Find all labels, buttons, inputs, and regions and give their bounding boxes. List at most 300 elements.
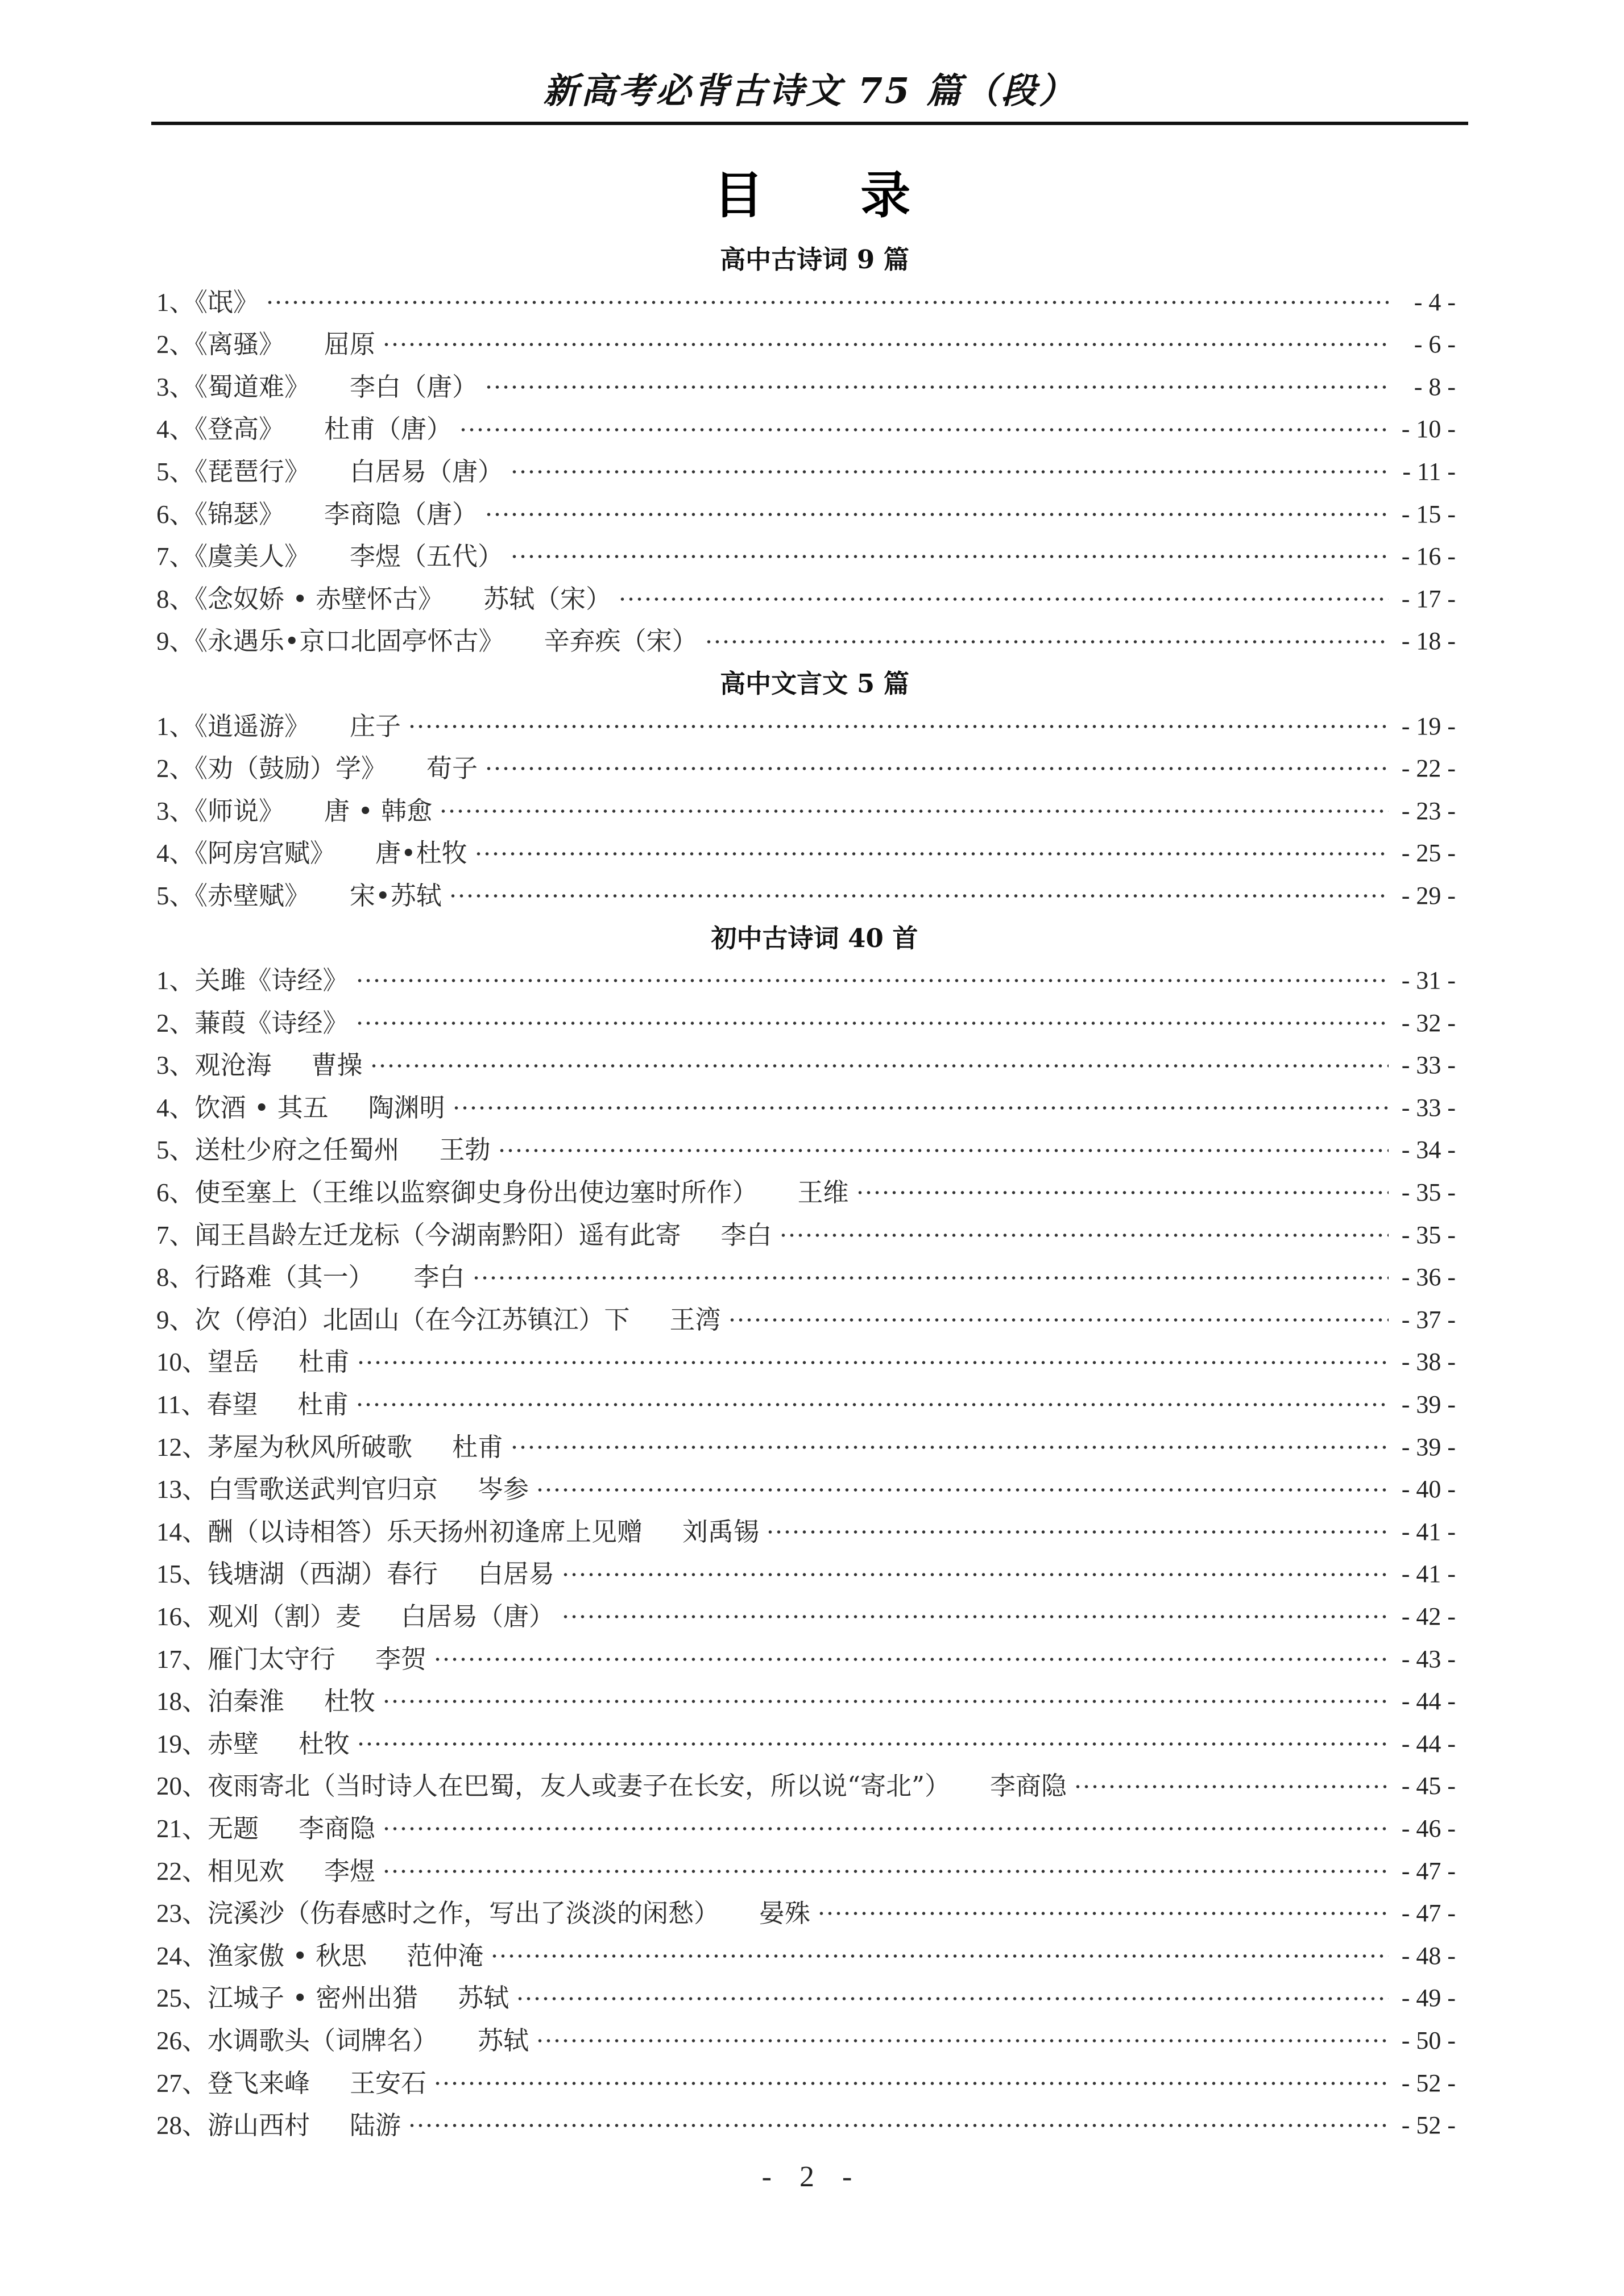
toc-entry-text: [156, 535, 508, 578]
toc-entry-title: 游山西村: [208, 2110, 310, 2141]
toc-entry-title: 春望: [206, 1389, 258, 1420]
toc-entry-text: [156, 1468, 533, 1511]
dot-leader: [536, 1488, 1389, 1492]
toc-entry-title: 闻王昌龄左迁龙标（今湖南黔阳）遥有此寄: [194, 1219, 681, 1250]
section-heading: 高中古诗词 9 篇: [720, 244, 909, 275]
toc-entry[interactable]: [156, 1511, 1456, 1554]
dot-leader: [490, 1954, 1389, 1958]
toc-entry-page: - 44 -: [1401, 1729, 1456, 1758]
dot-leader: [266, 300, 1389, 305]
toc-entry-page: - 38 -: [1401, 1348, 1456, 1376]
dot-leader: [382, 342, 1389, 347]
toc-entry-title: 《劝（鼓励）学》: [194, 753, 387, 784]
toc-entry-number: 1、: [156, 288, 195, 317]
toc-entry-text: [156, 748, 482, 790]
toc-entry-author: 李白: [413, 1262, 465, 1293]
toc-entry[interactable]: [156, 875, 1456, 917]
toc-entry-author: 屈原: [324, 329, 376, 360]
toc-entry-page: - 4 -: [1414, 288, 1456, 316]
toc-entry-text: [156, 1384, 353, 1426]
toc-entry-number: 8、: [156, 1263, 195, 1292]
toc-entry-text: [156, 1426, 508, 1469]
toc-entry-title: 蒹葭《诗经》: [194, 1007, 349, 1038]
toc-entry-text: [156, 323, 380, 366]
dot-leader: [382, 1826, 1389, 1831]
toc-entry-author: 曹操: [311, 1050, 363, 1081]
dot-leader: [449, 894, 1389, 898]
dot-leader: [510, 1445, 1389, 1450]
toc-entry-author: 唐 • 韩愈: [324, 795, 433, 826]
page-number: - 2 -: [761, 2161, 863, 2193]
toc-entry-text: [156, 705, 405, 748]
toc-entry-page: - 37 -: [1401, 1305, 1456, 1334]
toc-entry-page: - 47 -: [1401, 1857, 1456, 1885]
toc-entry[interactable]: [156, 790, 1456, 833]
toc-entry-number: 2、: [156, 330, 195, 359]
toc-entry[interactable]: [156, 748, 1456, 790]
toc-entry[interactable]: [156, 1892, 1456, 1935]
toc-entry-page: - 18 -: [1401, 627, 1456, 655]
toc-entry-title: 送杜少府之任蜀州: [194, 1135, 400, 1165]
toc-entry[interactable]: [156, 620, 1456, 663]
running-header: [151, 64, 1468, 123]
toc-entry[interactable]: [156, 1002, 1456, 1045]
toc-entry-title: 雁门太守行: [208, 1643, 336, 1674]
dot-leader: [370, 1064, 1389, 1068]
toc-entry-page: - 41 -: [1401, 1517, 1456, 1546]
toc-entry-page: - 8 -: [1414, 372, 1456, 401]
toc-entry-number: 21、: [156, 1814, 208, 1843]
toc-entry-page: - 52 -: [1401, 2069, 1456, 2097]
dot-leader: [474, 852, 1389, 856]
toc-entry-author: 刘禹锡: [682, 1516, 760, 1547]
toc-entry-author: 荀子: [426, 753, 478, 784]
toc-entry-text: [156, 1935, 488, 1978]
toc-entry-number: 5、: [156, 457, 195, 486]
toc-entry-author: 杜甫: [452, 1431, 504, 1462]
toc-entry-number: 6、: [156, 500, 195, 529]
dot-leader: [705, 640, 1389, 644]
toc-entry[interactable]: [156, 1977, 1456, 2020]
toc-entry-page: - 34 -: [1401, 1136, 1456, 1164]
toc-entry[interactable]: [156, 1426, 1456, 1469]
table-of-contents: [156, 239, 1456, 2147]
dot-leader: [728, 1318, 1389, 1322]
toc-entry-page: - 47 -: [1401, 1899, 1456, 1928]
toc-entry-page: - 39 -: [1401, 1433, 1456, 1461]
toc-entry-author: 白居易（唐）: [401, 1601, 555, 1631]
toc-entry-text: [156, 790, 437, 833]
toc-entry[interactable]: [156, 2020, 1456, 2062]
toc-entry-page: - 35 -: [1401, 1178, 1456, 1207]
toc-entry-text: [156, 1680, 380, 1723]
dot-leader: [459, 427, 1389, 432]
toc-entry-text: [156, 1002, 353, 1045]
toc-entry-author: 李白（唐）: [350, 371, 478, 402]
toc-entry-text: [156, 1977, 513, 2020]
toc-entry-text: [156, 451, 508, 493]
toc-entry-title: 登飞来峰: [208, 2067, 310, 2098]
toc-entry-author: 苏轼: [478, 2025, 529, 2056]
toc-entry-text: [156, 1765, 1071, 1808]
toc-entry-number: 11、: [156, 1390, 207, 1419]
toc-entry-page: - 50 -: [1401, 2026, 1456, 2054]
toc-entry-author: 李煜: [324, 1855, 376, 1886]
toc-entry[interactable]: [156, 323, 1456, 366]
toc-entry-author: 杜牧: [324, 1686, 376, 1717]
toc-entry[interactable]: [156, 1850, 1456, 1893]
toc-entry-page: - 33 -: [1401, 1051, 1456, 1080]
toc-entry-number: 3、: [156, 1051, 195, 1080]
toc-entry-author: 晏殊: [759, 1898, 811, 1929]
toc-entry-author: 陶渊明: [368, 1092, 445, 1123]
toc-entry-number: 3、: [156, 796, 195, 825]
toc-entry-text: [156, 1511, 764, 1554]
header-rule: [151, 122, 1468, 125]
toc-entry-page: - 43 -: [1401, 1645, 1456, 1673]
toc-entry-title: 江城子 • 密州出猎: [208, 1983, 419, 2013]
toc-entry-page: - 52 -: [1401, 2111, 1456, 2140]
toc-entry-number: 27、: [156, 2069, 208, 2098]
toc-entry-title: 望岳: [208, 1347, 259, 1377]
toc-entry-number: 4、: [156, 1093, 195, 1122]
toc-entry-author: 杜牧: [299, 1728, 350, 1759]
dot-leader: [355, 978, 1389, 983]
toc-entry[interactable]: [156, 1553, 1456, 1596]
toc-entry-number: 18、: [156, 1687, 208, 1716]
toc-entry-text: [156, 620, 702, 663]
toc-entry-author: 辛弃疾（宋）: [544, 626, 698, 657]
toc-entry-page: - 33 -: [1401, 1093, 1456, 1122]
toc-entry-author: 宋•苏轼: [350, 880, 442, 911]
dot-leader: [536, 2038, 1389, 2043]
toc-entry[interactable]: [156, 408, 1456, 451]
toc-entry-number: 7、: [156, 542, 195, 571]
dot-leader: [510, 554, 1389, 559]
toc-entry-number: 2、: [156, 754, 195, 783]
toc-entry-title: 《师说》: [194, 795, 285, 826]
toc-entry-page: - 6 -: [1414, 330, 1456, 359]
toc-entry-text: [156, 1638, 431, 1681]
dot-leader: [516, 1996, 1389, 2001]
dot-leader: [618, 597, 1389, 601]
toc-entry-page: - 44 -: [1401, 1687, 1456, 1716]
toc-entry-author: 苏轼（宋）: [483, 583, 612, 614]
toc-entry-page: - 40 -: [1401, 1475, 1456, 1504]
toc-entry-title: 《虞美人》: [194, 541, 310, 572]
toc-entry-title: 渔家傲 • 秋思: [208, 1940, 367, 1971]
toc-entry-text: [156, 1214, 777, 1257]
toc-entry-title: 《登高》: [194, 414, 285, 445]
toc-entry-text: [156, 2020, 533, 2062]
toc-entry-title: 白雪歌送武判官归京: [208, 1474, 438, 1505]
toc-entry[interactable]: [156, 960, 1456, 1002]
toc-entry-page: - 32 -: [1401, 1008, 1456, 1037]
toc-entry-number: 14、: [156, 1517, 208, 1546]
toc-entry-text: [156, 578, 616, 621]
toc-entry-author: 杜甫: [297, 1389, 349, 1420]
toc-entry[interactable]: [156, 2104, 1456, 2147]
toc-title: 目 录: [713, 165, 951, 225]
toc-entry-page: - 48 -: [1401, 1941, 1456, 1970]
toc-entry-title: 相见欢: [208, 1855, 285, 1886]
toc-entry-text: [156, 2104, 405, 2147]
toc-entry[interactable]: [156, 366, 1456, 409]
toc-entry-number: 5、: [156, 1136, 195, 1165]
dot-leader: [355, 1402, 1389, 1407]
toc-entry[interactable]: [156, 1172, 1456, 1214]
toc-entry-title: 酬（以诗相答）乐天扬州初逢席上见赠: [208, 1516, 643, 1547]
dot-leader: [561, 1614, 1389, 1619]
toc-entry-page: - 49 -: [1401, 1984, 1456, 2012]
toc-entry-title: 《赤壁赋》: [194, 880, 310, 911]
toc-entry-text: [156, 1129, 495, 1172]
dot-leader: [408, 2123, 1389, 2128]
toc-entry-title: 饮酒 • 其五: [194, 1092, 329, 1123]
toc-entry-title: 《念奴娇 • 赤壁怀古》: [194, 583, 444, 614]
toc-entry-text: [156, 1808, 380, 1850]
toc-entry-text: [156, 1596, 559, 1638]
toc-entry-author: 苏轼: [458, 1983, 509, 2013]
toc-entry-number: 24、: [156, 1941, 208, 1970]
toc-entry-page: - 39 -: [1401, 1390, 1456, 1419]
toc-entry[interactable]: [156, 1214, 1456, 1257]
toc-entry-author: 杜甫: [299, 1347, 350, 1377]
toc-entry-author: 王安石: [350, 2067, 427, 2098]
toc-entry[interactable]: [156, 1384, 1456, 1426]
toc-entry[interactable]: [156, 493, 1456, 536]
toc-entry-number: 25、: [156, 1984, 208, 2013]
toc-entry-number: 13、: [156, 1475, 208, 1504]
toc-entry-page: - 42 -: [1401, 1602, 1456, 1630]
toc-entry-number: 20、: [156, 1772, 208, 1801]
toc-entry-number: 2、: [156, 1008, 195, 1037]
dot-leader: [817, 1911, 1389, 1916]
toc-entry-text: [156, 2062, 431, 2105]
toc-entry-page: - 11 -: [1402, 457, 1456, 485]
toc-entry-author: 杜甫（唐）: [324, 414, 453, 445]
toc-entry-title: 赤壁: [208, 1728, 259, 1759]
toc-entry-text: [156, 1087, 450, 1130]
toc-entry-number: 17、: [156, 1645, 208, 1674]
toc-entry-author: 唐•杜牧: [375, 838, 467, 869]
toc-entry-text: [156, 1044, 367, 1087]
toc-entry-author: 白居易（唐）: [350, 456, 504, 487]
dot-leader: [484, 512, 1389, 517]
dot-leader: [779, 1233, 1389, 1238]
toc-entry-text: [156, 281, 263, 324]
toc-entry-author: 王勃: [439, 1135, 491, 1165]
toc-entry-page: - 23 -: [1401, 796, 1456, 825]
toc-entry-page: - 22 -: [1401, 754, 1456, 783]
toc-entry[interactable]: [156, 832, 1456, 875]
toc-entry-number: 4、: [156, 415, 195, 444]
toc-entry-title: 《锦瑟》: [194, 499, 285, 529]
toc-entry-title: 《永遇乐•京口北固亭怀古》: [194, 626, 504, 657]
toc-entry-author: 王湾: [669, 1304, 721, 1335]
toc-entry-number: 3、: [156, 372, 195, 401]
toc-entry-number: 4、: [156, 839, 195, 868]
toc-entry-text: [156, 408, 457, 451]
toc-entry-title: 钱塘湖（西湖）春行: [208, 1559, 438, 1589]
toc-entry-title: 茅屋为秋风所破歌: [208, 1431, 413, 1462]
toc-entry[interactable]: [156, 1638, 1456, 1681]
toc-entry-page: - 45 -: [1401, 1772, 1456, 1800]
toc-entry[interactable]: [156, 281, 1456, 324]
dot-leader: [472, 1276, 1389, 1280]
toc-entry-page: - 31 -: [1401, 966, 1456, 995]
toc-entry-number: 6、: [156, 1178, 195, 1207]
toc-entry-title: 水调歌头（词牌名）: [208, 2025, 438, 2056]
toc-entry-text: [156, 1892, 815, 1935]
section-heading: 初中古诗词 40 首: [711, 923, 918, 953]
dot-leader: [357, 1360, 1389, 1365]
toc-entry-author: 李白: [720, 1219, 772, 1250]
dot-leader: [433, 1657, 1389, 1662]
toc-entry[interactable]: [156, 578, 1456, 621]
dot-leader: [382, 1699, 1389, 1704]
toc-entry-page: - 46 -: [1401, 1814, 1456, 1842]
toc-entry-page: - 41 -: [1401, 1560, 1456, 1588]
toc-entry[interactable]: [156, 1680, 1456, 1723]
toc-entry[interactable]: [156, 1087, 1456, 1130]
toc-entry[interactable]: [156, 1299, 1456, 1342]
toc-entry[interactable]: [156, 2062, 1456, 2105]
toc-entry-text: [156, 1341, 354, 1384]
toc-entry-author: 李贺: [375, 1643, 427, 1674]
toc-entry[interactable]: [156, 1723, 1456, 1766]
dot-leader: [452, 1106, 1389, 1110]
toc-entry-text: [156, 832, 472, 875]
toc-entry[interactable]: [156, 1935, 1456, 1978]
toc-entry-text: [156, 1723, 354, 1766]
dot-leader: [382, 1869, 1389, 1874]
toc-entry-author: 范仲淹: [407, 1940, 484, 1971]
toc-entry-number: 28、: [156, 2111, 208, 2140]
toc-entry-number: 1、: [156, 712, 195, 741]
toc-entry[interactable]: [156, 1129, 1456, 1172]
toc-entry-title: 《逍遥游》: [194, 711, 310, 741]
toc-entry-title: 行路难（其一）: [194, 1262, 374, 1293]
dot-leader: [484, 385, 1389, 389]
toc-entry-title: 《蜀道难》: [194, 371, 310, 402]
toc-entry-title: 关雎《诗经》: [194, 965, 349, 996]
toc-entry-number: 5、: [156, 881, 195, 910]
toc-entry-author: 陆游: [350, 2110, 401, 2141]
toc-entry-text: [156, 875, 446, 917]
toc-entry-title: 使至塞上（王维以监察御史身份出使边塞时所作）: [194, 1177, 758, 1208]
toc-entry-page: - 17 -: [1401, 584, 1456, 613]
toc-entry-title: 《琵琶行》: [194, 456, 310, 487]
toc-entry-title: 观刈（割）麦: [208, 1601, 362, 1631]
toc-entry-title: 浣溪沙（伤春感时之作，写出了淡淡的闲愁）: [208, 1898, 720, 1929]
toc-entry[interactable]: [156, 705, 1456, 748]
dot-leader: [766, 1530, 1389, 1534]
toc-entry-text: [156, 493, 482, 536]
toc-entry-author: 李商隐: [299, 1813, 376, 1844]
toc-entry[interactable]: [156, 1256, 1456, 1299]
toc-entry-title: 夜雨寄北（当时诗人在巴蜀，友人或妻子在长安，所以说“寄北”）: [208, 1771, 951, 1801]
dot-leader: [1074, 1784, 1389, 1789]
toc-entry-number: 22、: [156, 1857, 208, 1886]
toc-entry-text: [156, 1553, 559, 1596]
toc-entry[interactable]: [156, 1468, 1456, 1511]
toc-entry-page: - 19 -: [1401, 712, 1456, 740]
toc-entry-page: - 36 -: [1401, 1263, 1456, 1292]
toc-entry-author: 李商隐: [990, 1771, 1067, 1801]
dot-leader: [510, 470, 1389, 474]
toc-entry-author: 白居易: [478, 1559, 555, 1589]
toc-entry-author: 李煜（五代）: [350, 541, 504, 572]
toc-entry-author: 王维: [797, 1177, 849, 1208]
toc-entry-text: [156, 1299, 726, 1342]
toc-entry-text: [156, 1172, 854, 1214]
dot-leader: [355, 1021, 1389, 1025]
dot-leader: [357, 1742, 1389, 1746]
dot-leader: [439, 809, 1389, 813]
toc-entry[interactable]: [156, 1341, 1456, 1384]
toc-entry-title: 观沧海: [194, 1050, 272, 1081]
toc-entry-page: - 25 -: [1401, 839, 1456, 867]
toc-entry-title: 《阿房宫赋》: [194, 838, 336, 869]
toc-entry[interactable]: [156, 1596, 1456, 1638]
toc-entry-text: [156, 960, 353, 1002]
toc-entry-number: 15、: [156, 1560, 208, 1589]
toc-entry-title: 泊秦淮: [208, 1686, 285, 1717]
toc-entry-number: 9、: [156, 627, 195, 656]
toc-entry-number: 23、: [156, 1899, 208, 1928]
dot-leader: [484, 766, 1389, 771]
toc-entry[interactable]: [156, 451, 1456, 493]
toc-entry-title: 《离骚》: [194, 329, 285, 360]
toc-entry-title: 次（停泊）北固山（在今江苏镇江）下: [194, 1304, 630, 1335]
toc-entry-author: 庄子: [350, 711, 401, 741]
toc-entry-number: 9、: [156, 1305, 195, 1334]
toc-entry-page: - 29 -: [1401, 881, 1456, 910]
toc-entry-page: - 35 -: [1401, 1220, 1456, 1249]
toc-entry-number: 26、: [156, 2026, 208, 2055]
toc-entry[interactable]: [156, 535, 1456, 578]
toc-entry-title: 无题: [208, 1813, 259, 1844]
toc-entry-number: 1、: [156, 966, 195, 995]
dot-leader: [856, 1190, 1389, 1195]
toc-entry-number: 7、: [156, 1220, 195, 1249]
dot-leader: [408, 724, 1389, 729]
dot-leader: [561, 1572, 1389, 1577]
toc-entry-text: [156, 366, 482, 409]
toc-entry[interactable]: [156, 1044, 1456, 1087]
toc-entry-page: - 10 -: [1401, 415, 1456, 443]
toc-entry-number: 19、: [156, 1729, 208, 1758]
toc-entry[interactable]: [156, 1808, 1456, 1850]
dot-leader: [498, 1148, 1389, 1153]
toc-entry-page: - 16 -: [1401, 542, 1456, 571]
toc-entry-page: - 15 -: [1401, 500, 1456, 528]
toc-entry[interactable]: [156, 1765, 1456, 1808]
toc-entry-author: 岑参: [478, 1474, 529, 1505]
toc-entry-number: 16、: [156, 1602, 208, 1631]
toc-entry-author: 李商隐（唐）: [324, 499, 478, 529]
dot-leader: [433, 2081, 1389, 2086]
toc-entry-number: 8、: [156, 584, 195, 613]
toc-entry-title: 《氓》: [194, 287, 259, 317]
toc-entry-text: [156, 1850, 380, 1893]
toc-entry-number: 12、: [156, 1433, 208, 1462]
document-title: 新高考必背古诗文 75 篇（段）: [543, 70, 1076, 111]
toc-entry-text: [156, 1256, 470, 1299]
section-heading: 高中文言文 5 篇: [720, 668, 909, 699]
toc-entry-number: 10、: [156, 1348, 208, 1377]
